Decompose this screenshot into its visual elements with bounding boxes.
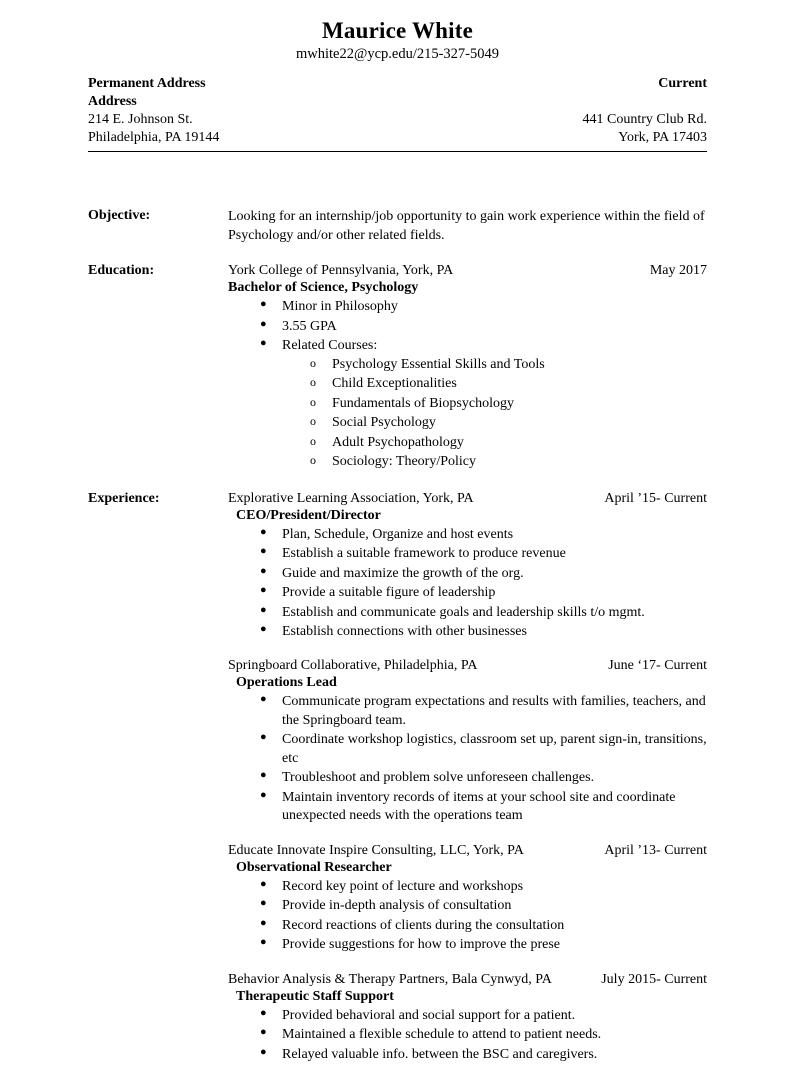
experience-bullets xyxy=(228,693,707,825)
experience-role: Therapeutic Staff Support xyxy=(236,988,394,1004)
experience-role: Observational Researcher xyxy=(236,859,392,875)
education-school: York College of Pennsylvania, York, PA xyxy=(228,263,454,279)
permanent-address-line2: Philadelphia, PA 19144 xyxy=(88,129,220,145)
objective-text: Looking for an internship/job opportunity to gain work experience within the field of Psychology and/or other related fields. xyxy=(228,208,705,243)
list-item: ● Establish and communicate goals and leadership skills t/o mgmt. xyxy=(260,604,707,622)
education-label: Education: xyxy=(88,263,155,279)
permanent-address-label-2: Address xyxy=(88,93,137,109)
current-address-line2: York, PA 17403 xyxy=(618,129,707,145)
experience-entry xyxy=(228,843,707,955)
section-education xyxy=(88,263,707,472)
list-item: o Child Exceptionalities xyxy=(310,375,707,393)
experience-role: CEO/President/Director xyxy=(236,507,381,523)
list-item: ● Maintained a flexible schedule to attend to patient needs. xyxy=(260,1026,707,1044)
list-item: ● Maintain inventory records of items at your school site and coordinate unexpected needs with the operations team xyxy=(260,789,707,826)
experience-org: Educate Innovate Inspire Consulting, LLC, York, PA xyxy=(228,842,524,858)
education-course-list xyxy=(282,356,707,472)
education-bullets xyxy=(228,298,707,471)
list-item: ● Minor in Philosophy xyxy=(260,298,707,316)
experience-entry xyxy=(228,491,707,642)
list-item: ● 3.55 GPA xyxy=(260,318,707,336)
experience-org: Behavior Analysis & Therapy Partners, Bala Cynwyd, PA xyxy=(228,971,552,987)
experience-org: Springboard Collaborative, Philadelphia, PA xyxy=(228,658,478,674)
list-item: ● Troubleshoot and problem solve unforeseen challenges. xyxy=(260,769,707,787)
experience-date: April ’13- Current xyxy=(604,842,707,858)
education-degree: Bachelor of Science, Psychology xyxy=(228,280,419,296)
current-address-line1: 441 Country Club Rd. xyxy=(582,111,707,127)
list-item: ● Establish a suitable framework to produce revenue xyxy=(260,545,707,563)
section-experience xyxy=(88,491,707,1065)
list-item: ● Plan, Schedule, Organize and host events xyxy=(260,526,707,544)
list-item: ● Provide in-depth analysis of consultation xyxy=(260,897,707,915)
experience-date: July 2015- Current xyxy=(601,971,707,987)
list-item: ● Relayed valuable info. between the BSC and caregivers. xyxy=(260,1046,707,1064)
list-item: ● Provide suggestions for how to improve the prese xyxy=(260,936,707,954)
resume-sections xyxy=(88,208,707,1065)
experience-label: Experience: xyxy=(88,490,160,506)
list-item: ● Communicate program expectations and results with families, teachers, and the Springboard team. xyxy=(260,693,707,730)
list-item: ● Guide and maximize the growth of the org. xyxy=(260,565,707,583)
experience-bullets xyxy=(228,878,707,955)
list-item xyxy=(260,337,707,471)
section-objective xyxy=(88,208,707,246)
experience-role: Operations Lead xyxy=(236,675,337,691)
list-item: ● Coordinate workshop logistics, classroom set up, parent sign-in, transitions, etc xyxy=(260,731,707,768)
list-item: ● Record reactions of clients during the consultation xyxy=(260,917,707,935)
page-title: Maurice White xyxy=(322,18,473,43)
list-item: ● Record key point of lecture and workshops xyxy=(260,878,707,896)
header-divider xyxy=(88,151,707,152)
experience-date: April ’15- Current xyxy=(604,490,707,506)
list-item: o Psychology Essential Skills and Tools xyxy=(310,356,707,374)
list-item: o Social Psychology xyxy=(310,414,707,432)
list-item-label: Related Courses: xyxy=(282,338,378,354)
experience-entry xyxy=(228,972,707,1064)
list-item: o Fundamentals of Biopsychology xyxy=(310,395,707,413)
list-item: ● Provided behavioral and social support for a patient. xyxy=(260,1007,707,1025)
experience-entry xyxy=(228,658,707,825)
list-item: ● Provide a suitable figure of leadership xyxy=(260,584,707,602)
list-item: o Adult Psychopathology xyxy=(310,434,707,452)
address-block xyxy=(88,75,707,152)
list-item: ● Establish connections with other businesses xyxy=(260,623,707,641)
objective-label: Objective: xyxy=(88,207,151,223)
contact-line: mwhite22@ycp.edu/215-327-5049 xyxy=(295,46,500,62)
experience-bullets xyxy=(228,1007,707,1064)
experience-bullets xyxy=(228,526,707,642)
experience-date: June ‘17- Current xyxy=(608,658,707,674)
permanent-address-label: Permanent Address xyxy=(88,76,206,91)
education-date: May 2017 xyxy=(649,263,707,279)
current-address-label: Current xyxy=(658,76,707,91)
permanent-address-line1: 214 E. Johnson St. xyxy=(88,111,193,127)
list-item: o Sociology: Theory/Policy xyxy=(310,453,707,471)
experience-org: Explorative Learning Association, York, PA xyxy=(228,490,474,506)
